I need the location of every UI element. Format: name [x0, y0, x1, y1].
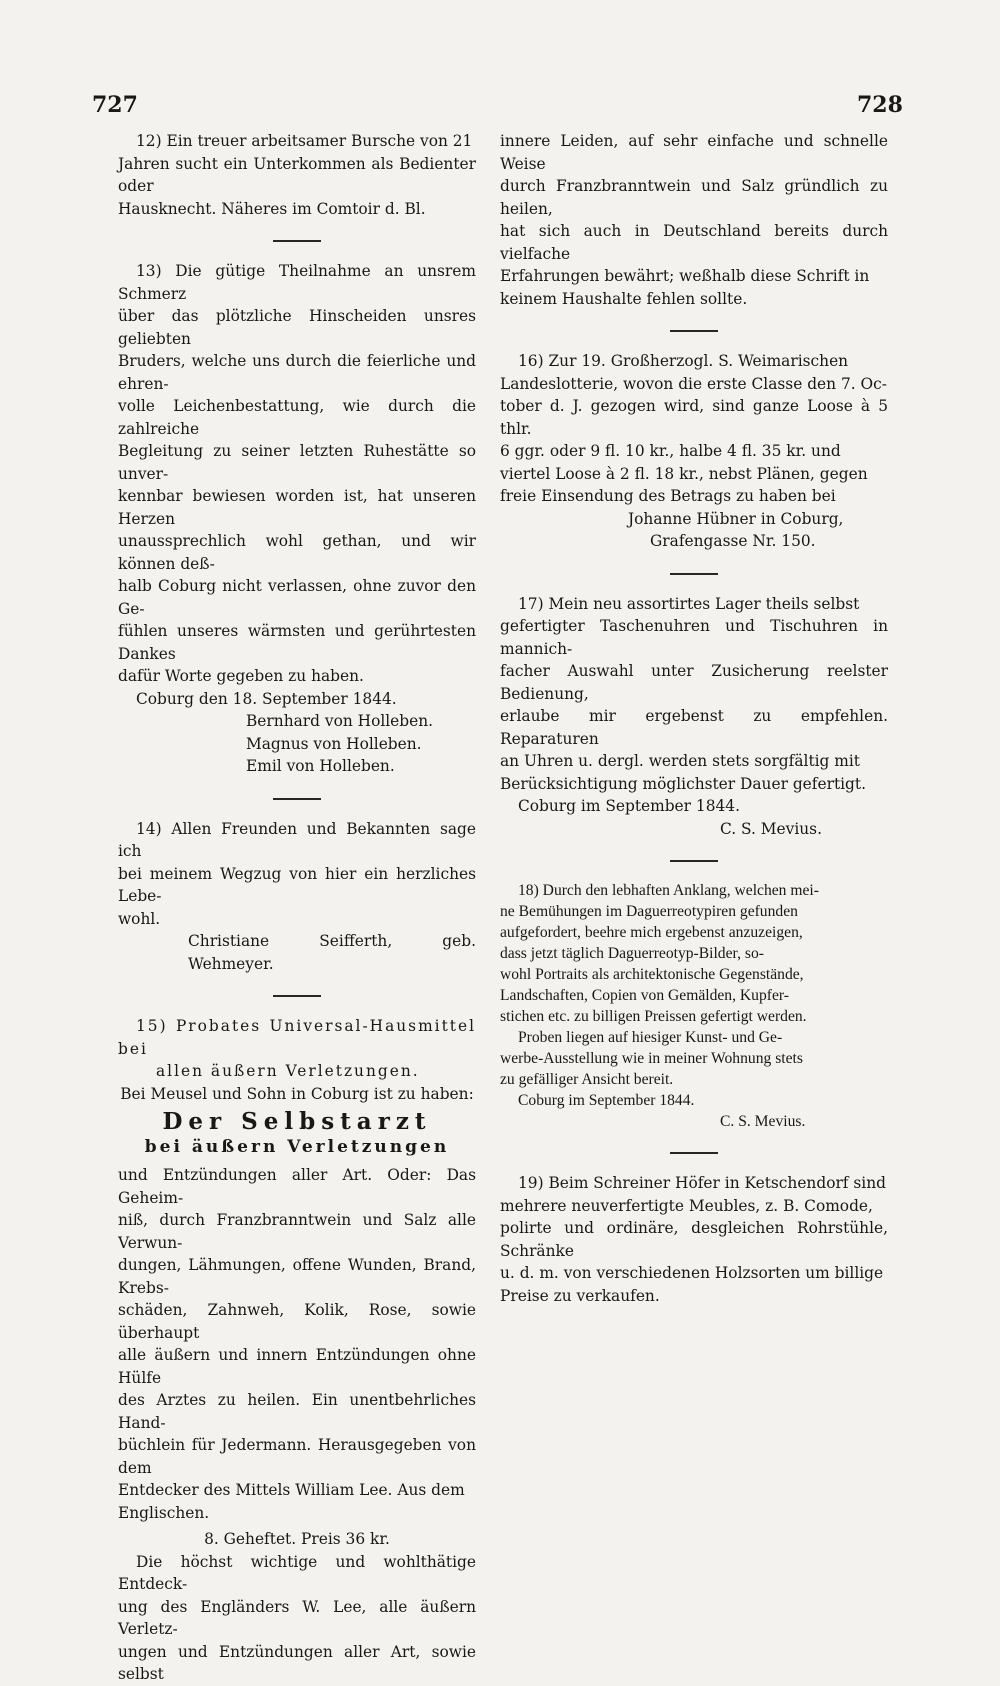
text-line: Proben liegen auf hiesiger Kunst- und Ge-: [518, 1029, 783, 1046]
text-line: ne Bemühungen im Daguerreotypiren gefunden: [500, 903, 798, 920]
price-line: 8. Geheftet. Preis 36 kr.: [204, 1530, 390, 1548]
text-line: polirte und ordinäre, desgleichen Rohrstühle, Schränke: [500, 1219, 888, 1260]
book-title: Der Selbstarzt: [162, 1108, 432, 1135]
text-line: unaussprechlich wohl gethan, und wir können deß-: [118, 532, 476, 573]
signature: Magnus von Holleben.: [246, 734, 422, 753]
text-line: Landschaften, Copien von Gemälden, Kupfer-: [500, 987, 789, 1004]
text-line: über das plötzliche Hinscheiden unsres geliebten: [118, 307, 476, 348]
text-line: 13) Die gütige Theilnahme an unsrem Schmerz: [118, 262, 476, 303]
signature: Grafengasse Nr. 150.: [650, 532, 816, 550]
advertisement-18: [500, 880, 888, 1132]
text-line: Begleitung zu seiner letzten Ruhestätte so unver-: [118, 442, 476, 483]
text-line: Entdecker des Mittels William Lee. Aus dem: [118, 1481, 465, 1499]
dateline: Coburg den 18. September 1844.: [136, 689, 397, 708]
book-subtitle: bei äußern Verletzungen: [144, 1136, 450, 1157]
signature: Bernhard von Holleben.: [246, 712, 434, 730]
intro-line: Bei Meusel und Sohn in Coburg ist zu haben:: [120, 1084, 474, 1103]
text-line: alle äußern und innern Entzündungen ohne Hülfe: [118, 1346, 476, 1387]
text-line: 14) Allen Freunden und Bekannten sage ich: [118, 819, 476, 860]
text-line: des Arztes zu heilen. Ein unentbehrliches Hand-: [118, 1391, 476, 1432]
text-line: Landeslotterie, wovon die erste Classe den 7. Oc-: [500, 374, 887, 393]
heading-line: allen äußern Verletzungen.: [156, 1062, 420, 1080]
text-line: facher Auswahl unter Zusicherung reelster Bedienung,: [500, 662, 888, 703]
text-line: 19) Beim Schreiner Höfer in Ketschendorf sind: [518, 1174, 886, 1192]
text-line: büchlein für Jedermann. Herausgegeben von dem: [118, 1436, 476, 1477]
text-line: hat sich auch in Deutschland bereits durch vielfache: [500, 222, 888, 263]
section-divider: [670, 573, 718, 575]
text-line: Englischen.: [118, 1503, 210, 1522]
advertisement-17: [500, 593, 888, 841]
right-column: [500, 130, 888, 1307]
text-line: zu gefälliger Ansicht bereit.: [500, 1071, 674, 1088]
text-line: fühlen unseres wärmsten und gerührtesten Dankes: [118, 622, 476, 663]
advertisement-16: [500, 350, 888, 553]
left-column: [118, 130, 476, 1686]
text-line: innere Leiden, auf sehr einfache und schnelle Weise: [500, 132, 888, 173]
text-line: schäden, Zahnweh, Kolik, Rose, sowie überhaupt: [118, 1301, 476, 1342]
text-line: halb Coburg nicht verlassen, ohne zuvor den Ge-: [118, 577, 476, 618]
advertisement-19: [500, 1172, 888, 1307]
text-line: Erfahrungen bewährt; weßhalb diese Schrift in: [500, 267, 870, 285]
text-line: 12) Ein treuer arbeitsamer Bursche von 21: [136, 132, 473, 150]
text-line: u. d. m. von verschiedenen Holzsorten um billige: [500, 1264, 884, 1282]
text-line: 6 ggr. oder 9 fl. 10 kr., halbe 4 fl. 35 kr. und: [500, 442, 841, 460]
text-line: Die höchst wichtige und wohlthätige Entdeck-: [118, 1552, 476, 1593]
advertisement-15: [118, 1015, 476, 1686]
text-line: dass jetzt täglich Daguerreotyp-Bilder, so-: [500, 945, 764, 962]
advertisement-15-continued: [500, 130, 888, 310]
section-divider: [273, 798, 321, 800]
text-line: tober d. J. gezogen wird, sind ganze Loose à 5 thlr.: [500, 397, 888, 438]
page-number-right: 728: [857, 92, 903, 118]
signature: C. S. Mevius.: [720, 819, 822, 838]
text-line: erlaube mir ergebenst zu empfehlen. Reparaturen: [500, 707, 888, 748]
text-line: aufgefordert, beehre mich ergebenst anzuzeigen,: [500, 924, 803, 941]
signature: Emil von Holleben.: [246, 757, 395, 775]
text-line: Berücksichtigung möglichster Dauer gefertigt.: [500, 774, 866, 793]
section-divider: [273, 995, 321, 997]
text-line: gefertigter Taschenuhren und Tischuhren in mannich-: [500, 617, 888, 658]
section-divider: [273, 240, 321, 242]
text-line: viertel Loose à 2 fl. 18 kr., nebst Plänen, gegen: [500, 464, 868, 483]
signature: Christiane Seifferth, geb. Wehmeyer.: [188, 932, 476, 973]
advertisement-12: [118, 130, 476, 220]
section-divider: [670, 330, 718, 332]
advertisement-13: [118, 260, 476, 778]
text-line: Jahren sucht ein Unterkommen als Bedienter oder: [118, 154, 476, 195]
text-line: bei meinem Wegzug von hier ein herzliches Lebe-: [118, 864, 476, 905]
text-line: ung des Engländers W. Lee, alle äußern Verletz-: [118, 1597, 476, 1638]
text-line: ungen und Entzündungen aller Art, sowie selbst: [118, 1642, 476, 1683]
text-line: stichen etc. zu billigen Preissen gefertigt werden.: [500, 1008, 807, 1025]
signature: C. S. Mevius.: [720, 1113, 806, 1130]
text-line: wohl.: [118, 909, 161, 928]
section-divider: [670, 1152, 718, 1154]
text-line: keinem Haushalte fehlen sollte.: [500, 289, 748, 308]
text-line: und Entzündungen aller Art. Oder: Das Geheim-: [118, 1166, 476, 1207]
text-line: 16) Zur 19. Großherzogl. S. Weimarischen: [518, 352, 849, 370]
text-line: niß, durch Franzbranntwein und Salz alle Verwun-: [118, 1211, 476, 1252]
text-line: Bruders, welche uns durch die feierliche und ehren-: [118, 352, 476, 393]
text-line: 18) Durch den lebhaften Anklang, welchen mei-: [518, 882, 819, 899]
section-divider: [670, 860, 718, 862]
text-line: wohl Portraits als architektonische Gegenstände,: [500, 966, 804, 983]
text-line: an Uhren u. dergl. werden stets sorgfältig mit: [500, 752, 860, 770]
heading-line: 15) Probates Universal-Hausmittel bei: [118, 1017, 476, 1058]
text-line: durch Franzbranntwein und Salz gründlich zu heilen,: [500, 177, 888, 218]
text-line: kennbar bewiesen worden ist, hat unseren Herzen: [118, 487, 476, 528]
signature: Johanne Hübner in Coburg,: [628, 509, 844, 528]
text-line: werbe-Ausstellung wie in meiner Wohnung stets: [500, 1050, 803, 1067]
text-line: 17) Mein neu assortirtes Lager theils selbst: [518, 594, 860, 613]
text-line: Hausknecht. Näheres im Comtoir d. Bl.: [118, 199, 426, 218]
dateline: Coburg im September 1844.: [518, 1092, 695, 1109]
text-line: dafür Worte gegeben zu haben.: [118, 667, 364, 685]
advertisement-14: [118, 818, 476, 976]
text-line: volle Leichenbestattung, wie durch die zahlreiche: [118, 397, 476, 438]
text-line: dungen, Lähmungen, offene Wunden, Brand, Krebs-: [118, 1256, 476, 1297]
text-line: freie Einsendung des Betrags zu haben bei: [500, 487, 836, 505]
dateline: Coburg im September 1844.: [518, 797, 740, 815]
page-number-left: 727: [92, 92, 138, 118]
text-line: Preise zu verkaufen.: [500, 1286, 660, 1305]
text-line: mehrere neuverfertigte Meubles, z. B. Comode,: [500, 1196, 873, 1215]
